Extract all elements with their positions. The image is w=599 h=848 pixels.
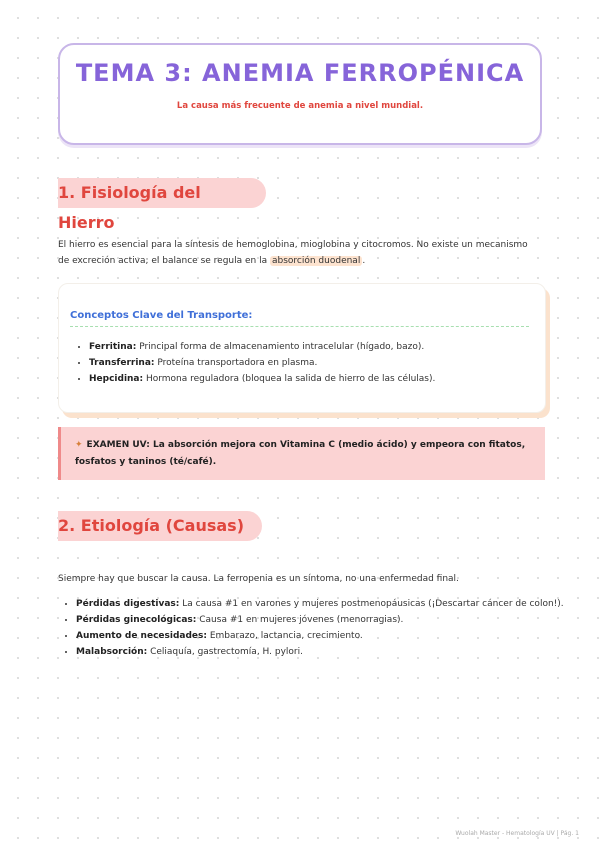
causes-list xyxy=(62,596,564,660)
concepts-title: Conceptos Clave del Transporte: xyxy=(70,310,253,321)
exam-callout xyxy=(58,427,545,480)
page-title: TEMA 3: ANEMIA FERROPÉNICA xyxy=(75,59,525,87)
section-heading-etiology: 2. Etiología (Causas) xyxy=(58,511,262,541)
list-item: • Transferrina: Proteína transportadora en plasma. xyxy=(89,355,435,371)
party-popper-icon: ✦ xyxy=(75,440,83,450)
list-item: • Pérdidas ginecológicas: Causa #1 en mujeres jóvenes (menorragias). xyxy=(76,612,564,628)
page-subtitle: La causa más frecuente de anemia a nivel mundial. xyxy=(176,101,424,111)
exam-text: EXAMEN UV: La absorción mejora con Vitamina C (medio ácido) y empeora con fitatos, fosfatos y taninos (té/café). xyxy=(75,440,526,467)
list-item: • Pérdidas digestivas: La causa #1 en varones y mujeres postmenopáusicas (¡Descartar cáncer de colon!). xyxy=(76,596,564,612)
list-item: • Malabsorción: Celiaquía, gastrectomía, H. pylori. xyxy=(76,644,564,660)
dashed-divider xyxy=(70,326,529,327)
concepts-card xyxy=(58,283,546,413)
list-item: • Hepcidina: Hormona reguladora (bloquea la salida de hierro de las células). xyxy=(89,371,435,387)
list-item: • Aumento de necesidades: Embarazo, lactancia, crecimiento. xyxy=(76,628,564,644)
section-heading-physiology: 1. Fisiología del Hierro xyxy=(58,178,266,208)
etiology-intro: Siempre hay que buscar la causa. La ferropenia es un síntoma, no una enfermedad final. xyxy=(58,574,459,584)
concepts-list xyxy=(75,339,435,387)
page-footer: Wuolah Master - Hematología UV | Pág. 1 xyxy=(455,830,579,837)
list-item: • Ferritina: Principal forma de almacenamiento intracelular (hígado, bazo). xyxy=(89,339,435,355)
highlight-duodenal: absorción duodenal xyxy=(271,256,361,266)
title-card xyxy=(58,43,542,145)
physiology-paragraph: El hierro es esencial para la síntesis de hemoglobina, mioglobina y citocromos. No existe un mecanismo de excreción activa; el balance se regula en la absorción duodenal . xyxy=(58,240,528,266)
